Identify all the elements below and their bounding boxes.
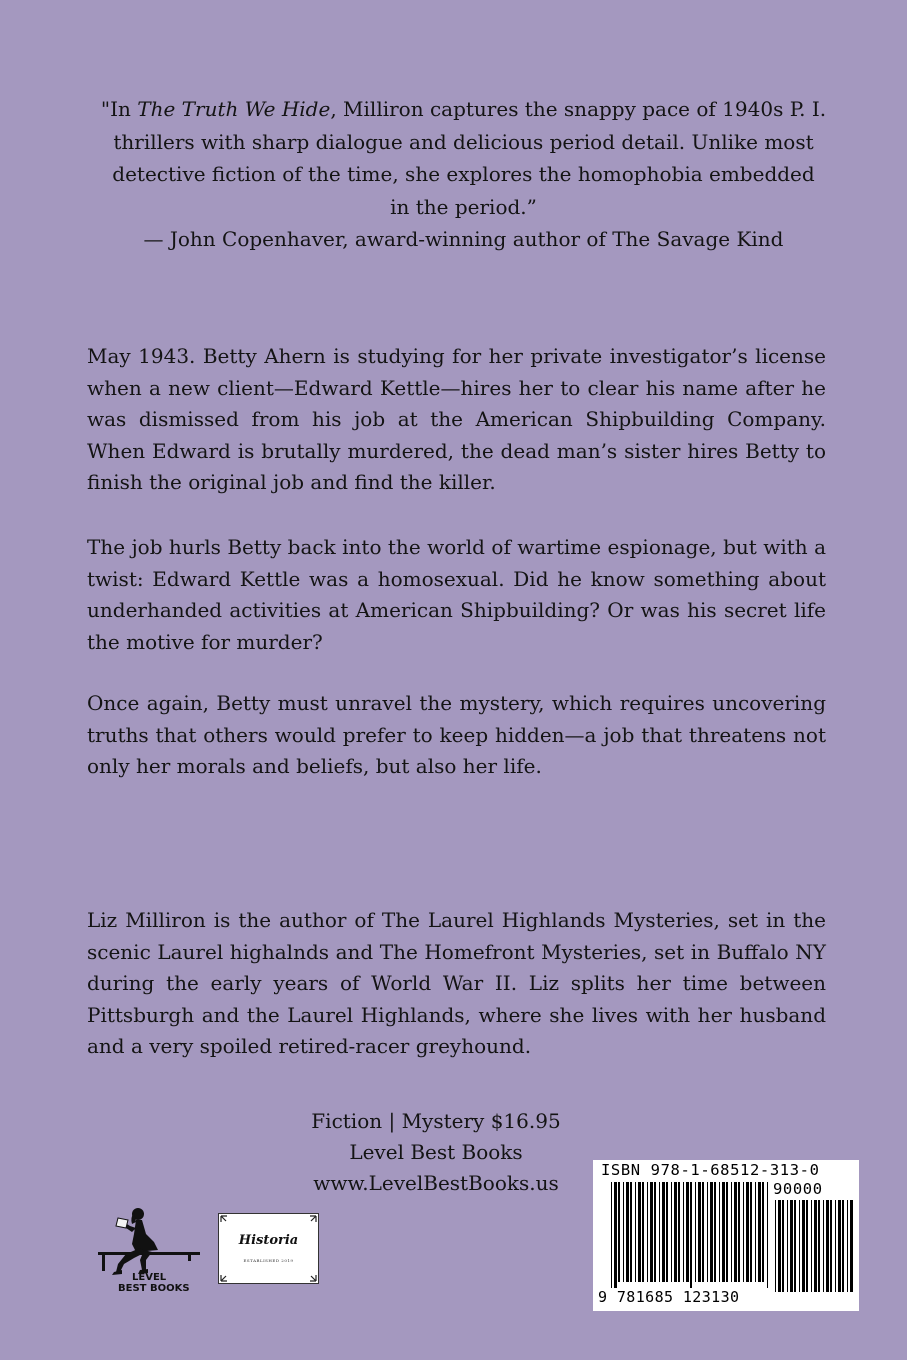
level-best-books-logo: [96, 1204, 204, 1296]
barcode-addon-bars-icon: [775, 1200, 853, 1292]
review-attribution: — John Copenhaver, award-winning author of The Savage Kind: [143, 227, 784, 251]
isbn-barcode: [593, 1160, 859, 1311]
review-quote-open: "In: [100, 97, 138, 121]
reading-woman-icon: [96, 1204, 204, 1296]
review-blurb: [100, 93, 827, 256]
barcode-digits: 9 781685 123130: [598, 1288, 740, 1306]
isbn-label: ISBN 978-1-68512-313-0: [601, 1161, 820, 1179]
review-quote-rest: , Milliron captures the snappy pace of 1940s P. I. thrillers with sharp dialogue and delicious period detail. Unlike most detective fiction of the time, she explores the homophobia embedded in the period.”: [112, 97, 827, 219]
publisher-name: Level Best Books: [349, 1140, 523, 1164]
description-paragraph-2-text: The job hurls Betty back into the world of wartime espionage, but with a twist: Edward Kettle was a homosexual. Did he know something about underhanded activities at American Shipbuilding? Or was his secret life the motive for murder?: [87, 535, 826, 654]
review-quote-title: The Truth We Hide: [137, 97, 331, 121]
level-logo-text-1: LEVEL: [132, 1272, 167, 1283]
level-logo-text-2: BEST BOOKS: [118, 1283, 190, 1294]
author-bio: [87, 905, 826, 1063]
description-paragraph-3: [87, 688, 826, 783]
historia-established: ESTABLISHED 2019: [243, 1258, 294, 1263]
historia-frame-icon: [218, 1213, 319, 1284]
description-paragraph-1: [87, 341, 826, 499]
category-price: Fiction | Mystery $16.95: [311, 1109, 561, 1133]
historia-logo: [218, 1213, 319, 1284]
description-paragraph-3-text: Once again, Betty must unravel the mystery, which requires uncovering truths that others would prefer to keep hidden—a job that threatens not only her morals and beliefs, but also her life.: [87, 691, 826, 778]
description-paragraph-2: [87, 532, 826, 658]
author-bio-text: Liz Milliron is the author of The Laurel Highlands Mysteries, set in the scenic Laurel highalnds and The Homefront Mysteries, set in Buffalo NY during the early years of World War II. Liz splits her time between Pittsburgh and the Laurel Highlands, where she lives with her husband and a very spoiled retired-racer greyhound.: [87, 908, 826, 1058]
publisher-website: www.LevelBestBooks.us: [313, 1171, 559, 1195]
description-paragraph-1-text: May 1943. Betty Ahern is studying for her private investigator’s license when a new client—Edward Kettle—hires her to clear his name after he was dismissed from his job at the American Shipbuilding Company. When Edward is brutally murdered, the dead man’s sister hires Betty to finish the original job and find the killer.: [87, 344, 826, 494]
publisher-info: [290, 1106, 582, 1199]
barcode-addon-digits: 90000: [773, 1180, 823, 1198]
barcode-bars-icon: [611, 1182, 769, 1288]
review-quote: [100, 93, 827, 223]
historia-name: Historia: [238, 1233, 299, 1248]
